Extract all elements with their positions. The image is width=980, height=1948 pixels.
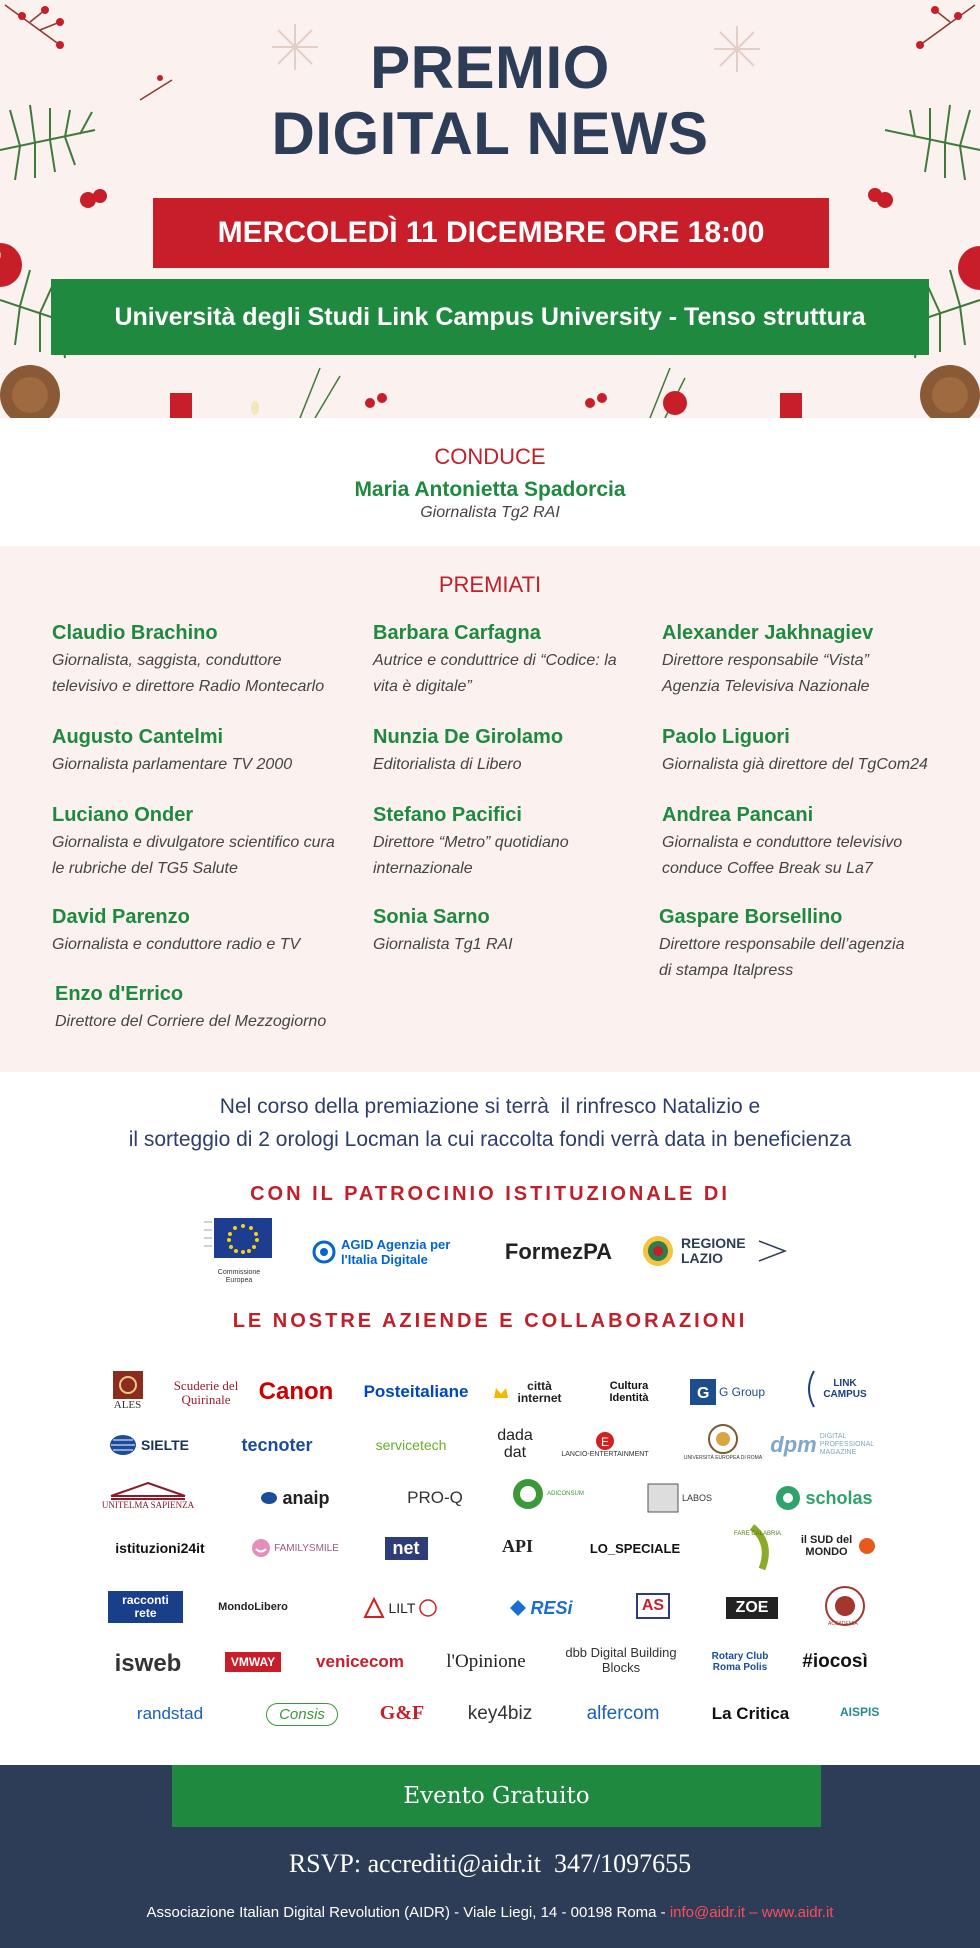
awardee [662,620,892,700]
awardee-role: Editorialista di Libero [373,756,522,773]
page-title-line2: DIGITAL NEWS [271,100,709,167]
logo-citta-internet[interactable] [490,1372,570,1412]
awardee [662,724,962,778]
logo-text: tecnoter [241,1434,313,1455]
accademia-seal-icon [824,1585,866,1627]
logo-text: FormezPA [504,1239,613,1264]
logo-anaip[interactable] [225,1478,365,1518]
lazio-arrow-icon [757,1236,787,1266]
logo-text: SIELTE [141,1437,189,1453]
logo-racconti-in-rete[interactable] [108,1588,183,1626]
evento-gratuito-banner: Evento Gratuito [172,1765,821,1827]
logo-il-sud-del-mondo[interactable] [793,1524,881,1568]
logo-canon[interactable] [255,1372,337,1412]
logo-tecnoter[interactable] [226,1425,328,1465]
logo-text: LINK CAMPUS [823,1378,867,1400]
logo-text: UNITELMA SAPIENZA [101,1500,195,1510]
awardee-role: Giornalista Tg1 RAI [373,936,513,953]
logo-la-critica[interactable] [708,1694,793,1734]
logo-istituzioni24[interactable] [110,1528,210,1568]
logo-ales[interactable] [100,1366,155,1416]
logo-text: AS [636,1593,670,1619]
anaip-icon [260,1491,278,1505]
logo-api[interactable] [485,1524,550,1568]
logo-lilt[interactable] [330,1588,470,1628]
logo-text: G Group [718,1385,766,1399]
logo-isweb[interactable] [108,1642,188,1686]
awardee [52,802,337,882]
logo-dbb[interactable] [563,1636,679,1684]
logo-venicecom[interactable] [315,1642,405,1682]
logo-iocosi[interactable] [790,1642,880,1682]
organizer-address [0,1904,980,1921]
info-line1: Nel corso della premiazione si terrà il rinfresco Natalizio e [219,1095,761,1118]
logo-text: PRO-Q [407,1488,463,1507]
logo-scuderie-quirinale[interactable] [170,1370,242,1416]
logo-alfercom[interactable] [578,1694,668,1734]
logo-text: il SUD del MONDO [800,1534,853,1558]
awardee [662,802,932,882]
awardee-role: Direttore responsabile “Vista” Agenzia Televisiva Nazionale [662,652,870,695]
logo-text: VMWAY [225,1652,281,1672]
awardee-name: Gaspare Borsellino [659,906,843,928]
event-venue-banner: Università degli Studi Link Campus University - Tenso struttura [51,279,929,355]
logo-text: DIGITAL PROFESSIONAL MAGAZINE [819,1433,874,1456]
awardee-name: Barbara Carfagna [373,622,541,644]
logo-text: FAMILYSMILE [274,1542,339,1554]
crown-icon [493,1384,509,1400]
logo-lopinione[interactable] [438,1642,534,1682]
logo-text: AGID Agenzia per l'Italia Digitale [341,1237,451,1267]
awardee [52,904,352,958]
logo-regione-lazio[interactable] [640,1228,788,1274]
rsvp-contact[interactable]: RSVP: accrediti@aidr.it 347/1097655 [288,1849,692,1878]
awardee-role: Giornalista e divulgatore scientifico cura le rubriche del TG5 Salute [52,834,335,877]
logo-aispis[interactable] [830,1684,880,1740]
sezione-roma-seal-icon [419,1599,437,1617]
eu-flag-icon [204,1218,274,1266]
logo-text: venicecom [316,1652,404,1671]
logo-accademia-seal[interactable] [822,1582,868,1630]
awardee-name: Augusto Cantelmi [52,726,224,748]
logo-text: istituzioni24it [115,1540,205,1556]
conduce-section [0,418,980,546]
logo-text: anaip [282,1487,330,1508]
logo-g-group[interactable] [690,1372,765,1412]
labos-icon [648,1484,678,1512]
g-group-icon [690,1379,716,1405]
logo-text: RESi [530,1597,573,1618]
logo-text: La Critica [711,1704,790,1723]
logo-text: MondoLibero [218,1601,288,1613]
logo-text: Commissione Europea [217,1268,261,1284]
logo-gf[interactable] [379,1690,425,1736]
fare-calabria-icon [732,1523,782,1573]
resi-diamond-icon [509,1599,527,1617]
logo-text: dada dat [497,1427,533,1461]
awardee-role: Giornalista, saggista, conduttore televisivo e direttore Radio Montecarlo [52,652,325,695]
page-title-line1: PREMIO [370,34,610,101]
awardee-role: Giornalista parlamentare TV 2000 [52,756,293,773]
patrocinio-title: CON IL PATROCINIO ISTITUZIONALE DI [250,1183,730,1205]
logo-vmway[interactable] [222,1642,284,1682]
logo-text: ALES [113,1399,142,1411]
awardee-name: Sonia Sarno [373,906,490,928]
scholas-icon [775,1485,801,1511]
logo-text: LABOS [681,1493,712,1503]
address-text: Associazione Italian Digital Revolution (AIDR) - Viale Liegi, 14 - 00198 Roma - [146,1904,670,1921]
lilt-icon [363,1597,385,1619]
footer [0,1765,980,1948]
agid-shield-icon [313,1241,335,1263]
logo-resi[interactable] [498,1588,584,1628]
logo-text: Cultura Identità [609,1380,649,1404]
awardee [373,724,673,778]
awardee [55,981,355,1035]
logo-adiconsum[interactable] [508,1474,588,1514]
logo-text: LILT [388,1600,416,1616]
logo-fare-calabria[interactable] [728,1520,786,1576]
logo-text: alfercom [586,1703,660,1724]
logo-net[interactable] [370,1528,442,1568]
adiconsum-icon [512,1478,544,1510]
awardee [373,904,673,958]
logo-mondolibero[interactable] [213,1586,293,1628]
logo-lo-speciale[interactable] [585,1528,685,1568]
svg-text:E: E [601,1434,610,1449]
logo-key4biz[interactable] [452,1694,548,1734]
sun-icon [858,1537,876,1555]
logo-text: API [502,1535,533,1556]
awardee-name: Andrea Pancani [662,804,814,826]
premiati-label: PREMIATI [438,572,542,597]
logo-text: l'Opinione [446,1651,526,1672]
logo-pro-q[interactable] [400,1478,470,1518]
logo-dpm[interactable] [770,1425,880,1465]
link-campus-arc-icon [802,1369,816,1409]
logo-text: ADICONSUM [547,1491,584,1497]
awardee [52,620,352,700]
awardee-name: Alexander Jakhnagiev [662,622,874,644]
awardee-name: Paolo Liguori [662,726,790,748]
logo-text: racconti rete [108,1591,183,1623]
awardee-name: Luciano Onder [52,804,194,826]
info-text [0,1090,980,1156]
logo-randstad[interactable] [115,1694,225,1734]
awardee-name: Claudio Brachino [52,622,218,644]
lazio-emblem-icon [641,1234,675,1268]
awardee [659,904,919,984]
logo-text: net [385,1537,428,1560]
logo-text: REGIONE LAZIO [681,1235,746,1266]
logo-universita-europea[interactable] [683,1416,763,1468]
logo-text: Posteitaliane [363,1382,469,1401]
logo-zoe[interactable] [712,1588,792,1628]
logo-dada-dat[interactable] [490,1420,540,1468]
logo-scholas[interactable] [778,1478,873,1518]
logo-unitelma-sapienza[interactable] [101,1478,195,1514]
logo-link-campus[interactable] [798,1366,876,1412]
logo-text: LO_SPECIALE [589,1540,681,1556]
logo-text: UNIVERSITÀ EUROPEA DI ROMA [683,1455,763,1461]
logo-lancio-entertainment[interactable] [555,1422,655,1466]
logo-text: servicetech [375,1437,447,1453]
logo-text: AISPIS [840,1704,880,1719]
logo-text: LANCIO-ENTERTAINMENT [561,1450,649,1458]
logo-formezpa[interactable] [496,1232,621,1272]
logo-familysmile[interactable] [245,1528,345,1568]
info-line2: il sorteggio di 2 orologi Locman la cui raccolta fondi verrà data in beneficienza [128,1128,852,1151]
logo-as[interactable] [632,1584,674,1628]
dpm-mark: dpm [770,1432,817,1457]
logo-poste-italiane[interactable] [358,1372,474,1412]
host-role: Giornalista Tg2 RAI [420,504,560,521]
smile-icon [251,1538,271,1558]
logo-text: #iocosì [802,1651,868,1672]
logo-text: isweb [114,1650,182,1677]
conduce-label: CONDUCE [434,444,546,469]
premiati-section [0,546,980,1072]
logo-cultura-identita[interactable] [600,1372,658,1412]
logo-labos[interactable] [625,1478,735,1518]
logo-text: scholas [805,1487,873,1508]
logo-text: Canon [258,1378,334,1405]
awardee-name: David Parenzo [52,906,190,928]
awardee-role: Giornalista e conduttore televisivo conduce Coffee Break su La7 [662,834,903,877]
logo-agid[interactable] [312,1232,472,1272]
logo-text: ZOE [726,1597,779,1619]
awardee [52,724,352,778]
logo-commissione-europea[interactable] [185,1215,293,1287]
lancio-e-icon [595,1431,615,1451]
logo-rotary[interactable] [700,1642,780,1682]
sielte-globe-icon [109,1434,137,1456]
logo-text: Scuderie del Quirinale [173,1378,239,1407]
logo-text: G&F [379,1701,425,1724]
awardee-role: Direttore responsabile dell’agenzia di stampa Italpress [659,936,905,979]
aziende-title: LE NOSTRE AZIENDE E COLLABORAZIONI [232,1310,748,1332]
uer-seal-icon [707,1423,739,1455]
logo-text: randstad [136,1704,204,1723]
event-date-banner: MERCOLEDÌ 11 DICEMBRE ORE 18:00 [153,198,829,268]
host-name: Maria Antonietta Spadorcia [354,478,626,501]
contact-links[interactable]: info@aidr.it – www.aidr.it [669,1904,834,1921]
unitelma-temple-icon [110,1482,186,1500]
logo-consis[interactable] [252,1694,352,1734]
awardee-role: Autrice e conduttrice di “Codice: la vita è digitale” [373,652,617,695]
awardee-name: Stefano Pacifici [373,804,522,826]
awardee-name: Nunzia De Girolamo [373,726,564,748]
logo-text: città internet [517,1379,562,1405]
awardee [373,620,618,700]
awardee [373,802,613,882]
awardee-role: Direttore del Corriere del Mezzogiorno [55,1013,327,1030]
logo-text: FARE CALABRIA [734,1531,782,1537]
awardee-role: Giornalista e conduttore radio e TV [52,936,301,953]
logo-text: Rotary Club Roma Polis [711,1651,769,1673]
logo-text: ACCADEMIA [828,1621,858,1627]
logo-text: key4biz [467,1703,533,1724]
svg-text:G: G [696,1385,710,1402]
ales-emblem-icon [113,1371,143,1399]
awardee-role: Giornalista già direttore del TgCom24 [662,756,928,773]
logo-sielte[interactable] [103,1425,195,1465]
header-banner [0,0,980,418]
awardee-role: Direttore “Metro” quotidiano internazionale [373,834,569,877]
logo-text: Consis [266,1703,338,1726]
logo-servicetech[interactable] [356,1425,466,1465]
logo-text: dbb Digital Building Blocks [565,1645,677,1675]
bottom-garland-icon [150,358,830,418]
awardee-name: Enzo d'Errico [55,983,184,1005]
